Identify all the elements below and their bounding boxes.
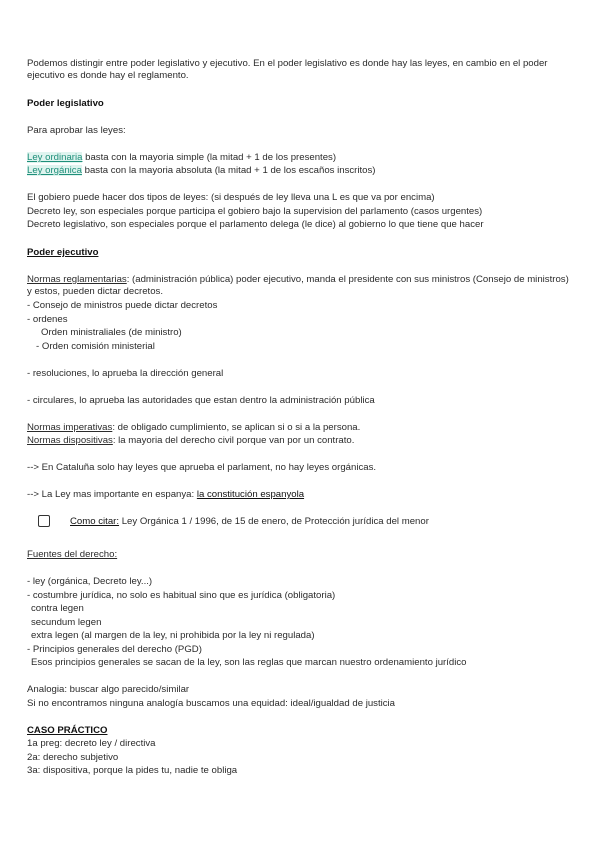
fuentes-line: - costumbre jurídica, no solo es habitual sino que es jurídica (obligatoria) [27,590,336,601]
heading-caso-practico: CASO PRÁCTICO [27,725,108,736]
intro-paragraph: Podemos distingir entre poder legislativo y ejecutivo. En el poder legislativo es donde hay las leyes, en cambio en el poder ejecutivo es donde hay el reglamento. [27,58,548,81]
normas-imperativas-desc: : de obligado cumplimiento, se aplican si o si a la persona. [112,422,361,433]
normas-dispositivas-desc: : la mayoria del derecho civil porque van por un contrato. [112,435,355,446]
como-citar-line [70,516,429,528]
normas-reglamentarias-term: Normas reglamentarias [27,274,127,285]
consejo-line: - Consejo de ministros puede dictar decretos [27,300,218,311]
normas-imperativas-term: Normas imperativas [27,422,113,433]
heading-fuentes-derecho: Fuentes del derecho: [27,549,118,560]
normas-dispositivas-term: Normas dispositivas [27,435,113,446]
fuentes-line: extra legen (al margen de la ley, ni prohibida por la ley ni regulada) [31,630,315,641]
aprobar-leyes-text: Para aprobar las leyes: [27,125,126,136]
caso-line: 3a: dispositiva, porque la pides tu, nadie te obliga [27,765,238,776]
gobierno-line-3: Decreto legislativo, son especiales porque el parlamento delega (le dice) al gobierno lo que tiene que hacer [27,219,484,230]
fuentes-line: Esos principios generales se sacan de la ley, son las reglas que marcan nuestro ordenamiento jurídico [31,657,467,668]
circulares-line: - circulares, lo aprueba las autoridades que estan dentro la administración pública [27,395,375,406]
heading-poder-ejecutivo: Poder ejecutivo [27,247,99,258]
gobierno-line-2: Decreto ley, son especiales porque participa el gobiero bajo la supervision del parlamento (casos urgentes) [27,206,483,217]
analogia-line: Analogia: buscar algo parecido/similar [27,684,190,695]
ley-ordinaria-line [27,152,336,164]
fuentes-line: - Principios generales del derecho (PGD) [27,644,202,655]
normas-reglamentarias-paragraph [27,274,575,298]
normas-imperativas-line [27,422,360,434]
normas-dispositivas-line [27,435,354,447]
fuentes-line: - ley (orgánica, Decreto ley...) [27,576,153,587]
ley-organica-link[interactable]: Ley orgánica [27,165,82,176]
como-citar-text: Ley Orgánica 1 / 1996, de 15 de enero, de Protección jurídica del menor [119,516,429,527]
normas-reglamentarias-desc: : (administración pública) poder ejecutivo, manda el presidente con sus ministros (Consejo de ministros) y estos, pueden dictar decretos. [27,274,569,297]
fuentes-line: contra legen [31,603,84,614]
caso-line: 1a preg: decreto ley / directiva [27,738,156,749]
caso-line: 2a: derecho subjetivo [27,752,119,763]
heading-poder-legislativo: Poder legislativo [27,98,104,109]
ley-ordinaria-desc: basta con la mayoria simple (la mitad + 1 de los presentes) [82,152,337,163]
cataluna-line: --> En Cataluña solo hay leyes que aprueba el parlament, no hay leyes orgánicas. [27,462,377,473]
ley-organica-line [27,165,376,177]
ley-organica-desc: basta con la mayoria absoluta (la mitad + 1 de los escaños inscritos) [81,165,376,176]
equidad-line: Si no encontramos ninguna analogía buscamos una equidad: ideal/igualdad de justicia [27,698,396,709]
fuentes-line: secundum legen [31,617,102,628]
orden-ministerial-line: Orden ministraliales (de ministro) [41,327,182,338]
como-citar-label: Como citar: [70,516,120,527]
ley-ordinaria-link[interactable]: Ley ordinaria [27,152,83,163]
gobierno-line-1: El gobiero puede hacer dos tipos de leyes: (si después de ley lleva una L es que va por encima) [27,192,435,203]
checkbox-icon[interactable] [38,515,50,527]
ordenes-line: - ordenes [27,314,68,325]
constitucion-term: la constitución espanyola [196,489,305,500]
ley-importante-text: --> La Ley mas importante en espanya: [27,489,197,500]
orden-comision-line: - Orden comisión ministerial [36,341,155,352]
ley-importante-line [27,489,304,501]
resoluciones-line: - resoluciones, lo aprueba la dirección general [27,368,224,379]
